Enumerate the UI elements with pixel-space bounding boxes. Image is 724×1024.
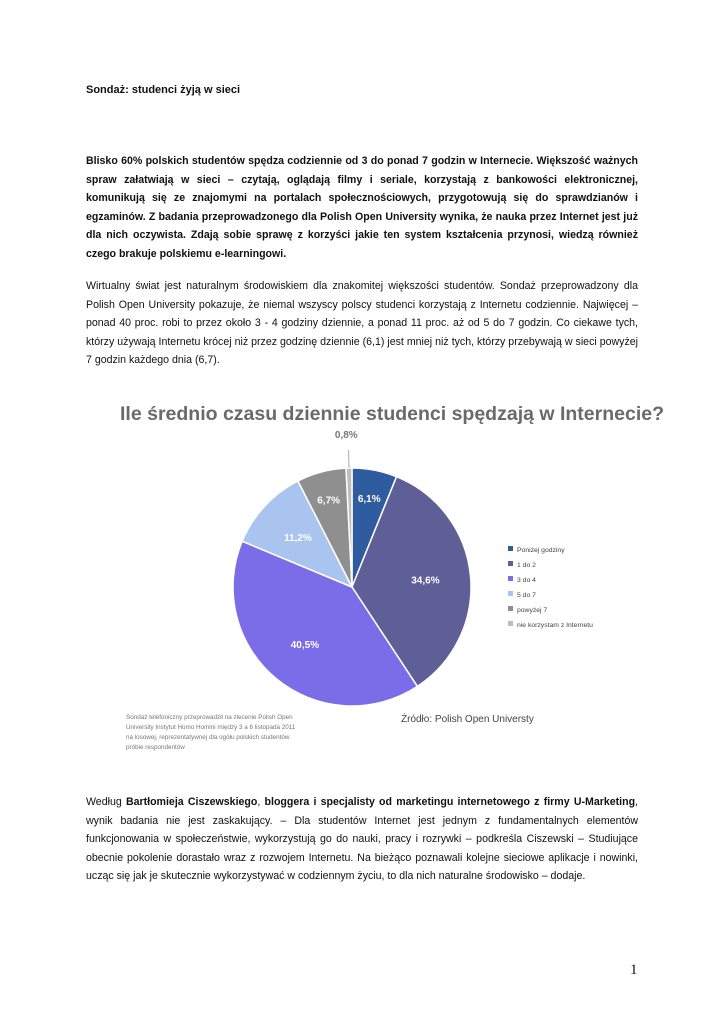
pie-data-label: 40,5% [290, 639, 320, 651]
chart-source: Źródło: Polish Open Universty [401, 714, 534, 725]
expert-name: Bartłomieja Ciszewskiego [125, 796, 258, 808]
pie-data-label: 34,6% [411, 575, 440, 587]
footnote-line: University Instytut Homo Homini między 3 a 6 listopada 2011 [126, 724, 296, 731]
body-paragraph-2 [86, 793, 638, 886]
article-title: Sondaż: studenci żyją w sieci [86, 84, 241, 96]
footnote-line: na losowej, reprezentatywnej dla ogółu polskich studentów [126, 734, 290, 741]
legend-swatch [508, 606, 513, 611]
legend-label: nie korzystam z Internetu [517, 622, 593, 629]
lead-paragraph: Blisko 60% polskich studentów spędza codziennie od 3 do ponad 7 godzin w Internecie. Większość ważnych spraw załatwiają w sieci – czytają, oglądają filmy i seriale, korzystają z bankowości elektronicznej, komunikują się ze znajomymi na portalach społecznościowych, przygotowują się do sprawdzianów i egzaminów. Z badania przeprowadzonego dla Polish Open University wynika, że nauka przez Internet jest już dla nich oczywista. Zdają sobie sprawę z korzyści jakie ten system kształcenia przynosi, wiedzą również czego brakuje polskiemu e-learningowi. [86, 155, 638, 260]
expert-role: bloggera i specjalisty od marketingu internetowego z firmy U-Marketing [264, 796, 636, 808]
legend-label: 5 do 7 [517, 592, 536, 599]
chart-footnote [126, 714, 296, 751]
legend-label: 3 do 4 [517, 577, 536, 584]
legend-swatch [508, 621, 513, 626]
pie-data-label: 0,8% [334, 430, 358, 442]
pie-data-label: 6,1% [357, 494, 381, 506]
paragraph-comma: , [257, 796, 265, 808]
paragraph-rest: , wynik badania nie jest zaskakujący. – Dla studentów Internet jest jednym z fundamentalnych elementów funkcjonowania w społeczeństwie, wykorzystują go do nauki, pracy i rozrywki – podkreśla Ciszewski – Studiujące obecnie pokolenie dorastało wraz z rozwojem Internetu. Na bieżąco poznawali kolejne sieciowe aplikacje i nowinki, ucząc się jak je skutecznie wykorzystywać w codziennym życiu, to dla nich naturalne środowisko – dodaje. [86, 796, 638, 883]
legend-swatch [508, 591, 513, 596]
pie-slices [233, 468, 471, 706]
chart-legend [508, 546, 593, 629]
chart-title: Ile średnio czasu dziennie studenci spędzają w Internecie? [120, 403, 664, 425]
legend-swatch [508, 576, 513, 581]
legend-label: 1 do 2 [517, 562, 536, 569]
paragraph-prefix: Według [86, 796, 126, 808]
pie-chart [116, 396, 664, 766]
legend-label: powyżej 7 [517, 607, 548, 614]
legend-label: Poniżej godziny [517, 547, 565, 554]
page-number: 1 [630, 962, 638, 978]
legend-swatch [508, 561, 513, 566]
legend-swatch [508, 546, 513, 551]
footnote-line: próbie respondentów [126, 744, 185, 751]
footnote-line: Sondaż telefoniczny przeprowadził na zlecenie Polish Open [126, 714, 293, 721]
pie-data-label: 11,2% [283, 532, 312, 544]
body-paragraph-1: Wirtualny świat jest naturalnym środowiskiem dla znakomitej większości studentów. Sondaż przeprowadzony dla Polish Open University pokazuje, że niemal wszyscy polscy studenci korzystają z Internetu codziennie. Najwięcej – ponad 40 proc. robi to przez około 3 - 4 godziny dziennie, a ponad 11 proc. aż od 5 do 7 godzin. Co ciekawe tych, którzy używają Internetu krócej niż przez godzinę dziennie (6,1) jest mniej niż tych, którzy przebywają w sieci powyżej 7 godzin każdego dnia (6,7). [86, 280, 638, 367]
pie-data-label: 6,7% [317, 495, 341, 507]
